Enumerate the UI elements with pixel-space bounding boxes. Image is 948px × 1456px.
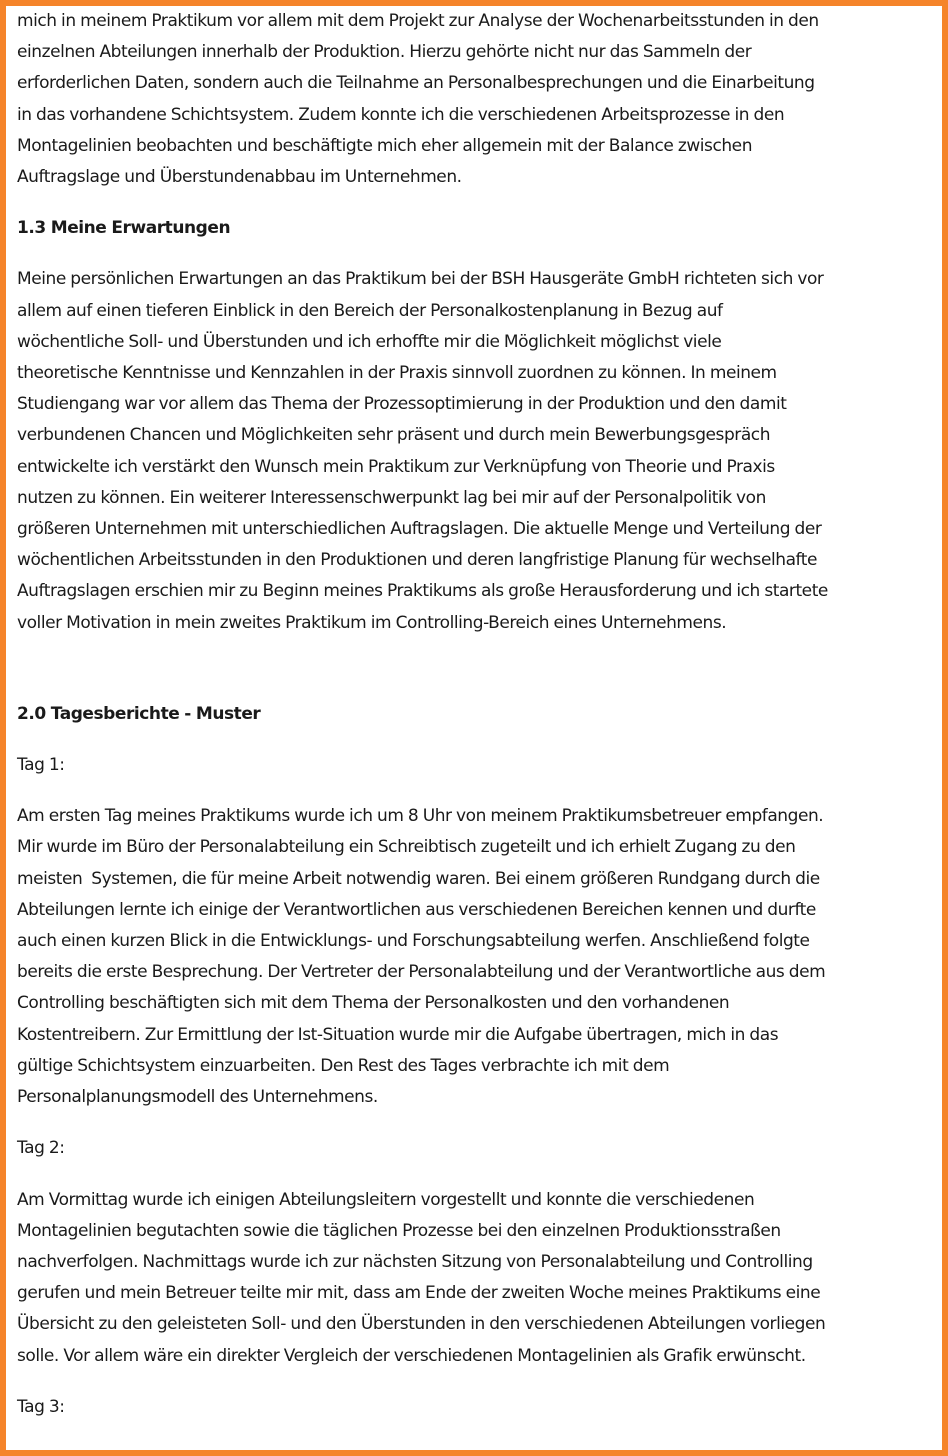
text-line: größeren Unternehmen mit unterschiedlichen Auftragslagen. Die aktuelle Menge und Verteilung der	[17, 519, 822, 540]
text-line: in das vorhandene Schichtsystem. Zudem konnte ich die verschiedenen Arbeitsprozesse in den	[17, 104, 785, 125]
intro-paragraph	[17, 6, 936, 193]
text-line: Controlling beschäftigten sich mit dem Thema der Personalkosten und den vorhandenen	[17, 993, 730, 1014]
text-line: bereits die erste Besprechung. Der Vertreter der Personalabteilung und der Verantwortliche aus dem	[17, 962, 826, 983]
text-line: Mir wurde im Büro der Personalabteilung ein Schreibtisch zugeteilt und ich erhielt Zugang zu den	[17, 837, 796, 858]
text-line: mich in meinem Praktikum vor allem mit dem Projekt zur Analyse der Wochenarbeitsstunden in den	[17, 11, 819, 31]
day-label: Tag 1:	[17, 755, 65, 776]
expectations-paragraph	[17, 264, 936, 638]
text-line: Am ersten Tag meines Praktikums wurde ich um 8 Uhr von meinem Praktikumsbetreuer empfangen.	[17, 806, 824, 827]
text-line: wöchentliche Soll- und Überstunden und ich erhoffte mir die Möglichkeit möglichst viele	[17, 331, 722, 352]
text-line: Abteilungen lernte ich einige der Verantwortlichen aus verschiedenen Bereichen kennen und durfte	[17, 899, 816, 920]
text-line: voller Motivation in mein zweites Praktikum im Controlling-Bereich eines Unternehmens.	[17, 612, 727, 633]
document-page	[17, 6, 936, 1423]
text-line: einzelnen Abteilungen innerhalb der Produktion. Hierzu gehörte nicht nur das Sammeln der	[17, 42, 752, 63]
text-line: Übersicht zu den geleisteten Soll- und den Überstunden in den verschiedenen Abteilungen vorliegen	[17, 1314, 826, 1335]
text-line: Auftragslage und Überstundenabbau im Unternehmen.	[17, 167, 462, 188]
day-2-paragraph	[17, 1185, 936, 1372]
text-line: Personalplanungsmodell des Unternehmens.	[17, 1087, 378, 1108]
section-heading-expectations: 1.3 Meine Erwartungen	[17, 218, 231, 239]
text-line: Auftragslagen erschien mir zu Beginn meines Praktikums als große Herausforderung und ich startete	[17, 581, 828, 602]
text-line: auch einen kurzen Blick in die Entwicklungs- und Forschungsabteilung werfen. Anschließend folgte	[17, 931, 810, 952]
day-label: Tag 2:	[17, 1138, 65, 1159]
text-line: allem auf einen tieferen Einblick in den Bereich der Personalkostenplanung in Bezug auf	[17, 300, 723, 321]
text-line: wöchentlichen Arbeitsstunden in den Produktionen und deren langfristige Planung für wechselhafte	[17, 550, 817, 571]
text-line: entwickelte ich verstärkt den Wunsch mein Praktikum zur Verknüpfung von Theorie und Praxis	[17, 456, 775, 477]
text-line: Meine persönlichen Erwartungen an das Praktikum bei der BSH Hausgeräte GmbH richteten sich vor	[17, 269, 824, 290]
text-line: nachverfolgen. Nachmittags wurde ich zur nächsten Sitzung von Personalabteilung und Controlling	[17, 1251, 813, 1272]
text-line: theoretische Kenntnisse und Kennzahlen in der Praxis sinnvoll zuordnen zu können. In meinem	[17, 363, 777, 384]
text-line: Kostentreibern. Zur Ermittlung der Ist-Situation wurde mir die Aufgabe übertragen, mich in das	[17, 1024, 779, 1045]
text-line: Montagelinien beobachten und beschäftigte mich eher allgemein mit der Balance zwischen	[17, 135, 753, 156]
text-line: verbundenen Chancen und Möglichkeiten sehr präsent und durch mein Bewerbungsgespräch	[17, 425, 771, 446]
text-line: erforderlichen Daten, sondern auch die Teilnahme an Personalbesprechungen und die Einarbeitung	[17, 73, 815, 94]
text-line: nutzen zu können. Ein weiterer Interessenschwerpunkt lag bei mir auf der Personalpolitik von	[17, 487, 766, 508]
text-line: Studiengang war vor allem das Thema der Prozessoptimierung in der Produktion und den damit	[17, 394, 787, 415]
text-line: Am Vormittag wurde ich einigen Abteilungsleitern vorgestellt und konnte die verschiedenen	[17, 1189, 755, 1210]
text-line: solle. Vor allem wäre ein direkter Vergleich der verschiedenen Montagelinien als Grafik erwünscht.	[17, 1345, 806, 1366]
section-heading-daily-reports: 2.0 Tagesberichte - Muster	[17, 703, 261, 724]
day-1-paragraph	[17, 801, 936, 1113]
text-line: gültige Schichtsystem einzuarbeiten. Den Rest des Tages verbrachte ich mit dem	[17, 1055, 670, 1076]
day-label: Tag 3:	[17, 1396, 65, 1417]
text-line: gerufen und mein Betreuer teilte mir mit, dass am Ende der zweiten Woche meines Praktikums eine	[17, 1283, 821, 1304]
text-line: meisten Systemen, die für meine Arbeit notwendig waren. Bei einem größeren Rundgang durch die	[17, 868, 820, 889]
text-line: Montagelinien begutachten sowie die täglichen Prozesse bei den einzelnen Produktionsstraßen	[17, 1220, 781, 1241]
